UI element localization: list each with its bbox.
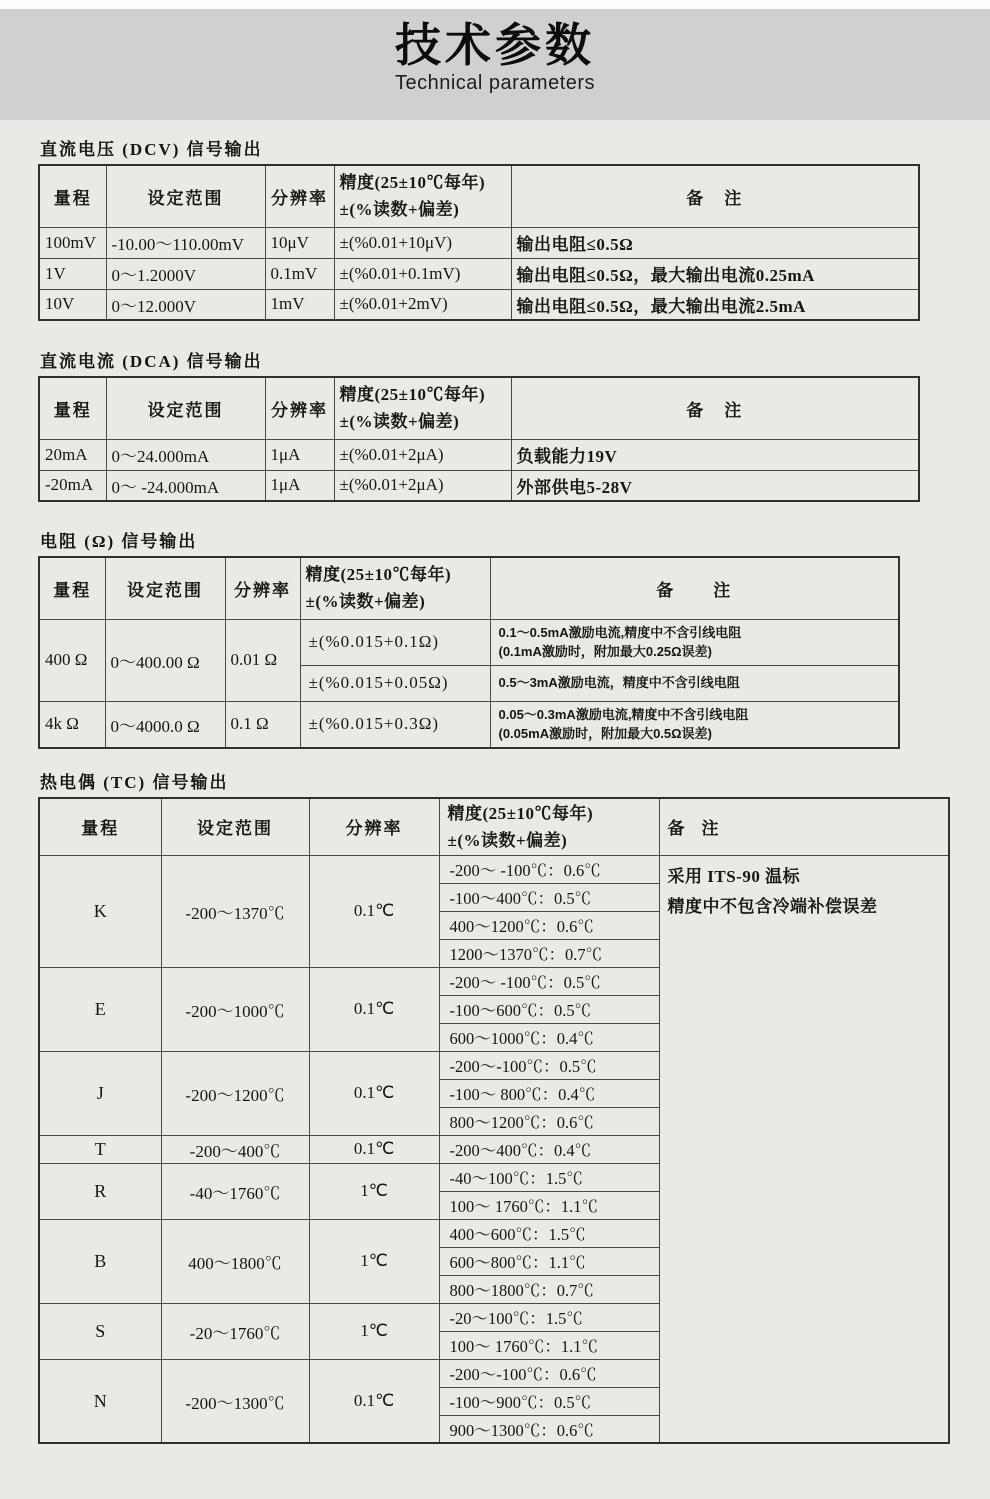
dca-header-row: [39, 377, 919, 439]
range-cell: 100mV: [39, 227, 106, 258]
col-header-accuracy: [334, 165, 511, 227]
resolution-cell: 1℃: [309, 1163, 439, 1219]
remark-cell: [490, 701, 899, 748]
remark-line2: (0.05mA激励时，附加最大0.5Ω误差): [498, 726, 712, 741]
accuracy-header-line1: 精度(25±10℃每年): [339, 385, 486, 405]
col-header-accuracy: [439, 798, 659, 856]
table-row: [39, 289, 919, 320]
resolution-cell: 1μA: [265, 470, 334, 501]
col-header-accuracy: [334, 377, 511, 439]
tc-type-cell: S: [39, 1303, 161, 1359]
set-range-cell: 0～400.00 Ω: [105, 619, 225, 701]
dcv-table: [38, 164, 920, 321]
col-header-range: 量程: [39, 165, 106, 227]
dca-table: [38, 376, 920, 502]
range-cell: -20mA: [39, 470, 106, 501]
tc-type-cell: E: [39, 967, 161, 1051]
set-range-cell: 0～24.000mA: [106, 439, 265, 470]
accuracy-header-line1: 精度(25±10℃每年): [339, 173, 486, 193]
table-row: [39, 470, 919, 501]
set-range-cell: -10.00～110.00mV: [106, 227, 265, 258]
accuracy-cell: -100～900℃：0.5℃: [439, 1387, 659, 1415]
table-row: [39, 258, 919, 289]
top-strip: [0, 0, 990, 9]
accuracy-cell: 100～ 1760℃：1.1℃: [439, 1331, 659, 1359]
accuracy-cell: ±(%0.01+0.1mV): [334, 258, 511, 289]
tc-type-cell: N: [39, 1359, 161, 1443]
dcv-header-row: [39, 165, 919, 227]
accuracy-cell: 400～600℃：1.5℃: [439, 1219, 659, 1247]
set-range-cell: 0～ -24.000mA: [106, 470, 265, 501]
resolution-cell: 0.1mV: [265, 258, 334, 289]
table-row: [39, 227, 919, 258]
tc-type-cell: J: [39, 1051, 161, 1135]
table-row: [39, 439, 919, 470]
accuracy-header-line2: ±(%读数+偏差): [339, 200, 460, 220]
col-header-set-range: 设定范围: [106, 165, 265, 227]
set-range-cell: -200～1370℃: [161, 855, 309, 967]
col-header-resolution: 分辨率: [265, 377, 334, 439]
accuracy-cell: -20～100℃：1.5℃: [439, 1303, 659, 1331]
table-row-4kohm: [39, 701, 899, 748]
accuracy-cell: 100～ 1760℃：1.1℃: [439, 1191, 659, 1219]
resolution-cell: 0.1℃: [309, 1051, 439, 1135]
accuracy-header-line2: ±(%读数+偏差): [447, 830, 568, 850]
accuracy-cell: 900～1300℃：0.6℃: [439, 1415, 659, 1443]
table-row-type-k: [39, 855, 949, 883]
accuracy-cell: -200～ -100℃：0.6℃: [439, 855, 659, 883]
remark-line2: (0.1mA激励时，附加最大0.25Ω误差): [498, 644, 712, 659]
accuracy-cell: -200～400℃：0.4℃: [439, 1135, 659, 1163]
resolution-cell: 0.1 Ω: [225, 701, 300, 748]
col-header-remark: 备 注: [511, 165, 919, 227]
tc-table: [38, 797, 950, 1445]
col-header-resolution: 分辨率: [225, 557, 300, 619]
resolution-cell: 0.1℃: [309, 1359, 439, 1443]
set-range-cell: -200～1300℃: [161, 1359, 309, 1443]
accuracy-cell: -40～100℃：1.5℃: [439, 1163, 659, 1191]
remark-line1: 0.05～0.3mA激励电流,精度中不含引线电阻: [498, 706, 749, 722]
remark-line1: 采用 ITS-90 温标: [667, 866, 801, 886]
ohm-header-row: [39, 557, 899, 619]
range-cell: 1V: [39, 258, 106, 289]
resolution-cell: 0.1℃: [309, 855, 439, 967]
set-range-cell: -200～1000℃: [161, 967, 309, 1051]
resolution-cell: 0.1℃: [309, 967, 439, 1051]
accuracy-cell: 600～800℃：1.1℃: [439, 1247, 659, 1275]
col-header-resolution: 分辨率: [309, 798, 439, 856]
set-range-cell: 400～1800℃: [161, 1219, 309, 1303]
page-banner: [0, 9, 990, 120]
set-range-cell: -20～1760℃: [161, 1303, 309, 1359]
accuracy-cell: -100～600℃：0.5℃: [439, 995, 659, 1023]
range-cell: 4k Ω: [39, 701, 105, 748]
section-title-ohm: 电阻 (Ω) 信号输出: [40, 532, 198, 551]
accuracy-cell: ±(%0.01+2μA): [334, 470, 511, 501]
accuracy-cell: ±(%0.01+2mV): [334, 289, 511, 320]
tc-type-cell: R: [39, 1163, 161, 1219]
content: [0, 135, 990, 1444]
remark-cell: 输出电阻≤0.5Ω: [511, 227, 919, 258]
accuracy-cell: ±(%0.015+0.05Ω): [300, 665, 490, 701]
col-header-set-range: 设定范围: [106, 377, 265, 439]
accuracy-header-line2: ±(%读数+偏差): [339, 412, 460, 432]
range-cell: 20mA: [39, 439, 106, 470]
set-range-cell: 0～4000.0 Ω: [105, 701, 225, 748]
ohm-table: [38, 556, 900, 749]
col-header-resolution: 分辨率: [265, 165, 334, 227]
accuracy-cell: -200～ -100℃：0.5℃: [439, 967, 659, 995]
accuracy-cell: ±(%0.015+0.1Ω): [300, 619, 490, 665]
resolution-cell: 1℃: [309, 1219, 439, 1303]
range-cell: 400 Ω: [39, 619, 105, 701]
tc-type-cell: K: [39, 855, 161, 967]
accuracy-cell: 800～1200℃：0.6℃: [439, 1107, 659, 1135]
accuracy-cell: 400～1200℃：0.6℃: [439, 911, 659, 939]
page-subtitle: Technical parameters: [394, 71, 596, 94]
accuracy-cell: -100～400℃：0.5℃: [439, 883, 659, 911]
section-title-tc: 热电偶 (TC) 信号输出: [40, 772, 229, 792]
remark-cell: 0.5～3mA激励电流，精度中不含引线电阻: [490, 665, 899, 701]
col-header-accuracy: [300, 557, 490, 619]
resolution-cell: 1μA: [265, 439, 334, 470]
remark-line2: 精度中不包含冷端补偿误差: [667, 897, 878, 917]
remark-cell: [490, 619, 899, 665]
remark-cell: 外部供电5-28V: [511, 470, 919, 501]
section-title-dca: 直流电流 (DCA) 信号输出: [40, 352, 263, 371]
set-range-cell: -200～1200℃: [161, 1051, 309, 1135]
remark-cell: 输出电阻≤0.5Ω，最大输出电流0.25mA: [511, 258, 919, 289]
accuracy-cell: 600～1000℃：0.4℃: [439, 1023, 659, 1051]
accuracy-cell: -200～-100℃：0.6℃: [439, 1359, 659, 1387]
accuracy-cell: ±(%0.01+10μV): [334, 227, 511, 258]
section-title-dcv: 直流电压 (DCV) 信号输出: [40, 140, 263, 159]
tc-type-cell: T: [39, 1135, 161, 1163]
col-header-set-range: 设定范围: [161, 798, 309, 856]
tc-remark-cell: [659, 855, 949, 1443]
remark-cell: 输出电阻≤0.5Ω，最大输出电流2.5mA: [511, 289, 919, 320]
set-range-cell: -200～400℃: [161, 1135, 309, 1163]
set-range-cell: -40～1760℃: [161, 1163, 309, 1219]
remark-cell: 负载能力19V: [511, 439, 919, 470]
page-title: 技术参数: [395, 19, 595, 71]
resolution-cell: 10μV: [265, 227, 334, 258]
resolution-cell: 1℃: [309, 1303, 439, 1359]
col-header-range: 量程: [39, 557, 105, 619]
table-row-400ohm: [39, 619, 899, 665]
set-range-cell: 0～1.2000V: [106, 258, 265, 289]
resolution-cell: 0.1℃: [309, 1135, 439, 1163]
accuracy-cell: -200～-100℃：0.5℃: [439, 1051, 659, 1079]
resolution-cell: 1mV: [265, 289, 334, 320]
accuracy-header-line1: 精度(25±10℃每年): [447, 803, 594, 823]
col-header-range: 量程: [39, 798, 161, 856]
col-header-range: 量程: [39, 377, 106, 439]
accuracy-header-line1: 精度(25±10℃每年): [305, 565, 452, 585]
range-cell: 10V: [39, 289, 106, 320]
accuracy-cell: ±(%0.015+0.3Ω): [300, 701, 490, 748]
tc-type-cell: B: [39, 1219, 161, 1303]
col-header-remark: 备 注: [490, 557, 899, 619]
col-header-set-range: 设定范围: [105, 557, 225, 619]
accuracy-cell: ±(%0.01+2μA): [334, 439, 511, 470]
set-range-cell: 0～12.000V: [106, 289, 265, 320]
accuracy-cell: 1200～1370℃：0.7℃: [439, 939, 659, 967]
col-header-remark: 备 注: [659, 798, 949, 856]
resolution-cell: 0.01 Ω: [225, 619, 300, 701]
accuracy-header-line2: ±(%读数+偏差): [305, 592, 426, 612]
remark-line1: 0.1～0.5mA激励电流,精度中不含引线电阻: [498, 624, 742, 640]
col-header-remark: 备 注: [511, 377, 919, 439]
accuracy-cell: 800～1800℃：0.7℃: [439, 1275, 659, 1303]
tc-header-row: [39, 798, 949, 856]
accuracy-cell: -100～ 800℃：0.4℃: [439, 1079, 659, 1107]
